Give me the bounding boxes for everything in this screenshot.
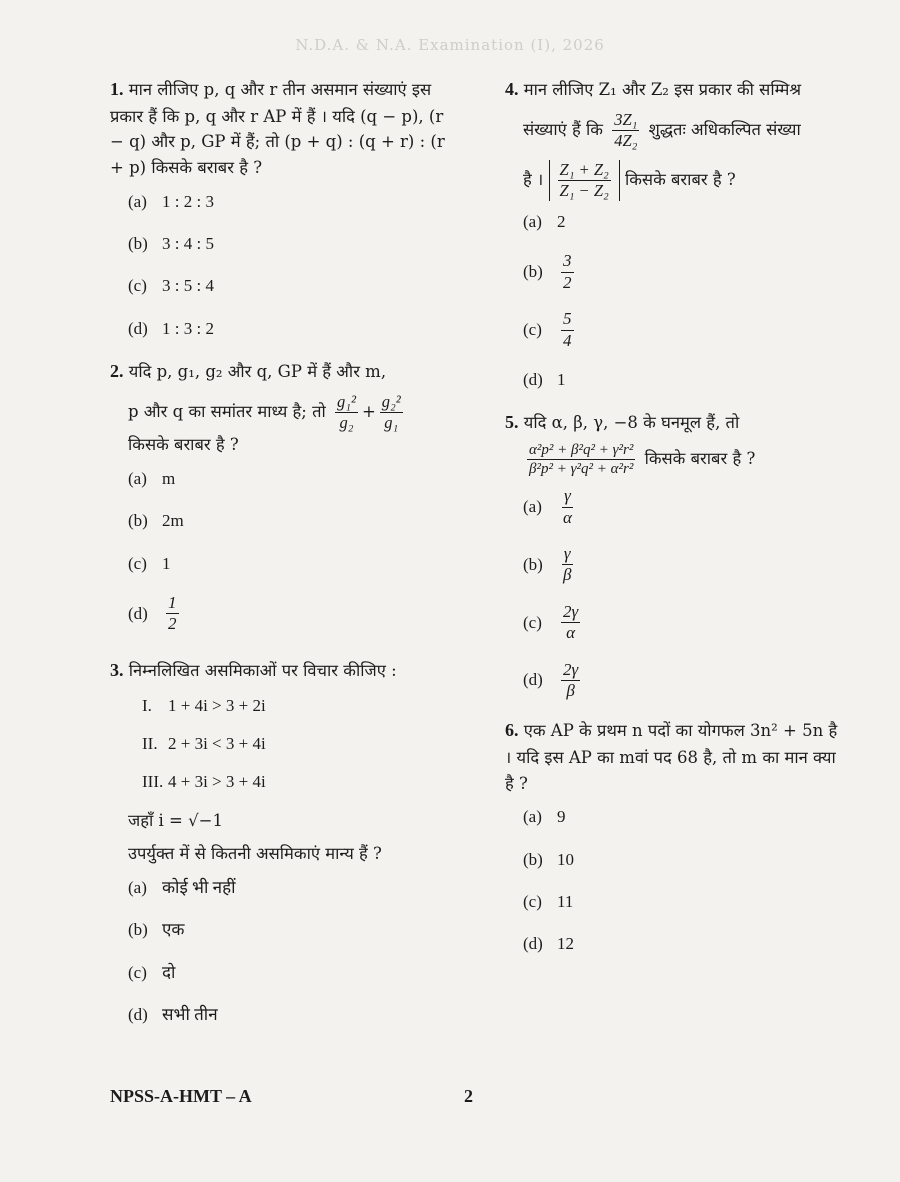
statements-list	[110, 693, 460, 796]
option-a[interactable]: (a) m	[128, 469, 176, 488]
options-list	[505, 804, 845, 957]
option-d[interactable]: (d) $\frac{1}{2}$	[128, 593, 177, 634]
fraction: $\frac{\text{α²p² + β²q² + γ²r²}}{\text{β²p² + γ²q² + α²r²}}$	[529, 442, 634, 478]
option-d[interactable]: (d) 12	[523, 934, 574, 954]
where-clause: जहाँ i = √−1	[128, 810, 223, 830]
question-stem-part: p और q का समांतर माध्य है; तो	[128, 401, 326, 421]
options-list	[110, 466, 460, 635]
option-a[interactable]: (a) 9	[523, 807, 566, 827]
question-stem-part: यदि α, β, γ, −8 के घनमूल हैं, तो	[523, 413, 740, 433]
question-stem: मान लीजिए p, q और r तीन असमान संख्याएं इस प्रकार हैं कि p, q और r AP में हैं । यदि (q − p), (r − q) और p, GP में हैं; तो (p + q) : (q + r) : (r + p) किसके बराबर है ?	[110, 80, 445, 178]
question-number: 5.	[505, 412, 519, 433]
options-list	[505, 209, 845, 393]
left-column	[110, 76, 460, 1044]
option-b[interactable]: (b) 3 : 4 : 5	[128, 233, 214, 253]
fraction: $\frac{\text{g₂²}}{\text{g₁}}$	[381, 391, 401, 432]
option-b[interactable]: (b) $\frac{\gamma}{\beta}$	[523, 544, 572, 585]
options-list	[505, 486, 845, 701]
statement-i: I. 1 + 4i > 3 + 2i	[142, 695, 266, 715]
option-b[interactable]: (b) 10	[523, 849, 574, 869]
statement-iii: III. 4 + 3i > 3 + 4i	[142, 772, 266, 792]
absolute-value: $\frac{\text{Z₁ + Z₂}}{\text{Z₁ − Z₂}}$	[549, 160, 620, 201]
option-c[interactable]: (c) $\frac{2\gamma}{\alpha}$	[523, 601, 579, 643]
paper-code: NPSS-A-HMT – A	[110, 1086, 252, 1106]
question-stem-part: यदि p, g₁, g₂ और q, GP में हैं और m,	[128, 361, 387, 381]
question-prompt: उपर्युक्त में से कितनी असमिकाएं मान्य हैं ?	[128, 844, 382, 864]
question-4: 4. मान लीजिए Z₁ और Z₂ इस प्रकार की सम्मिश्र संख्याएं हैं कि $\frac{\text{3Z₁}}{\text{4Z₂}}$ शुद्धतः अधिकल्पित संख्या है । $\frac{\text{Z₁ + Z₂}}{\text{Z₁ − Z₂}}$ किसके बराबर है ? (a) 2 (b) $\frac{3}{2}$ (c) $\frac{5}{4}$ (d) 1	[505, 76, 845, 393]
question-number: 3.	[110, 659, 124, 680]
question-6	[505, 717, 845, 957]
option-b[interactable]: (b) 2m	[128, 511, 184, 531]
option-d[interactable]: (d) 1 : 3 : 2	[128, 318, 214, 338]
option-c[interactable]: (c) 11	[523, 892, 574, 912]
options-list	[110, 189, 460, 342]
fraction: $\frac{\text{3Z₁}}{\text{4Z₂}}$	[614, 109, 638, 150]
page-number: 2	[464, 1086, 473, 1106]
option-c[interactable]: (c) 1	[128, 553, 171, 573]
option-c[interactable]: (c) $\frac{5}{4}$	[523, 309, 572, 350]
options-list	[110, 875, 460, 1028]
option-d[interactable]: (d) $\frac{2\gamma}{\beta}$	[523, 659, 579, 700]
option-b[interactable]: (b) एक	[128, 920, 185, 940]
question-stem: एक AP के प्रथम n पदों का योगफल 3n² + 5n है । यदि इस AP का mवां पद 68 है, तो m का मान क्या है ?	[505, 721, 838, 793]
option-a[interactable]: (a) $\frac{\gamma}{\alpha}$	[523, 486, 572, 527]
option-d[interactable]: (d) सभी तीन	[128, 1004, 218, 1024]
question-number: 1.	[110, 79, 124, 99]
question-3	[110, 657, 460, 1028]
option-c[interactable]: (c) 3 : 5 : 4	[128, 276, 214, 296]
option-a[interactable]: (a) कोई भी नहीं	[128, 877, 236, 897]
option-a[interactable]: (a) 2	[523, 212, 566, 232]
option-c[interactable]: (c) दो	[128, 962, 176, 982]
question-number: 6.	[505, 720, 519, 741]
page-header: N.D.A. & N.A. Examination (I), 2026	[295, 36, 605, 54]
question-stem-part: मान लीजिए Z₁ और Z₂ इस प्रकार की सम्मिश्र	[523, 80, 802, 99]
question-2: 2. यदि p, g₁, g₂ और q, GP में हैं और m, p और q का समांतर माध्य है; तो $\frac{\text{g₁²}}{\text{g₂}}$ + $\frac{\text{g₂²}}{\text{g₁}}$ किसके बराबर है ? (a) m (b) 2m (c) 1 (d) $\frac{1}{2}$	[110, 358, 460, 635]
question-5: 5. यदि α, β, γ, −8 के घनमूल हैं, तो $\frac{\text{α²p² + β²q² + γ²r²}}{\text{β²p² + γ²q² + α²r²}}$ किसके बराबर है ? (a) $\frac{\gamma}{\alpha}$ (b) $\frac{\gamma}{\beta}$ (c) $\frac{2\gamma}{\alpha}$ (d) $\frac{2\gamma}{\beta}$	[505, 409, 845, 701]
option-b[interactable]: (b) $\frac{3}{2}$	[523, 251, 572, 292]
statement-ii: II. 2 + 3i < 3 + 4i	[142, 734, 266, 754]
option-a[interactable]: (a) 1 : 2 : 3	[128, 191, 214, 211]
right-column	[505, 76, 845, 974]
question-stem: निम्नलिखित असमिकाओं पर विचार कीजिए :	[128, 660, 397, 680]
question-number: 4.	[505, 79, 519, 99]
option-d[interactable]: (d) 1	[523, 369, 566, 389]
question-stem-part: किसके बराबर है ?	[128, 435, 239, 455]
question-1	[110, 76, 460, 342]
fraction: $\frac{\text{g₁²}}{\text{g₂}}$	[337, 391, 356, 432]
question-number: 2.	[110, 360, 124, 381]
